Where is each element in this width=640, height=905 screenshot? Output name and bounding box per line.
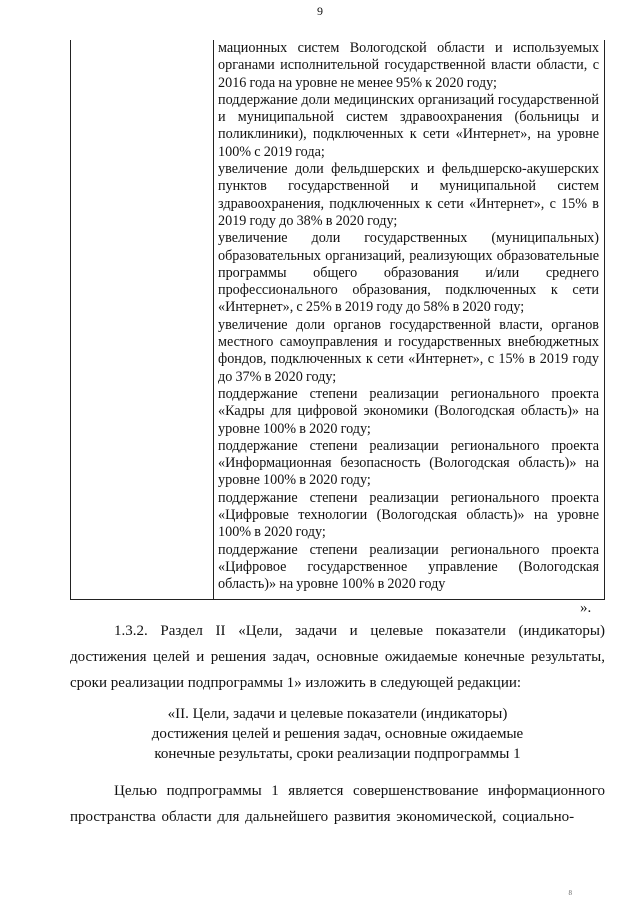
- table-cell-paragraph: мационных систем Вологодской области и используемых органами исполнительной государственной власти области, с 2016 года на уровне не менее 95% к 2020 году;: [218, 40, 599, 91]
- table-right-cell: [218, 40, 599, 594]
- table-cell-paragraph: поддержание степени реализации регионального проекта «Информационная безопасность (Вологодская область)» на уровне 100% в 2020 году;: [218, 437, 599, 489]
- table-cell-paragraph: увеличение доли органов государственной власти, органов местного самоуправления и государственных внебюджетных фондов, подключенных к сети «Интернет», с 15% в 2019 году до 37% в 2020 году;: [218, 316, 599, 385]
- table-column-divider: [213, 40, 214, 599]
- table-cell-paragraph: поддержание степени реализации регионального проекта «Цифровое государственное управление (Вологодская область)» на уровне 100% в 2020 году: [218, 541, 599, 593]
- table-cell-paragraph: увеличение доли государственных (муниципальных) образовательных организаций, реализующих образовательные программы общего образования и/или среднего профессионального образования, подключенных к сети «Интернет», с 25% в 2019 году до 58% в 2020 году;: [218, 230, 599, 316]
- section-heading-line: конечные результаты, сроки реализации подпрограммы 1: [154, 746, 521, 762]
- section-heading-line: достижения целей и решения задач, основные ожидаемые: [151, 726, 524, 742]
- section-heading: [70, 704, 605, 764]
- footer-mark: 8: [568, 889, 572, 897]
- table-cell-paragraph: поддержание степени реализации регионального проекта «Кадры для цифровой экономики (Вологодская область)» на уровне 100% в 2020 году;: [218, 385, 599, 437]
- table-cell-paragraph: увеличение доли фельдшерских и фельдшерско-акушерских пунктов государственной и муниципальной систем здравоохранения, подключенных к сети «Интернет», с 15% в 2019 году до 38% в 2020 году;: [218, 161, 599, 229]
- goal-paragraph: Целью подпрограммы 1 является совершенствование информационного пространства области для дальнейшего развития экономической, социально-: [70, 783, 605, 825]
- section-heading-line: «II. Цели, задачи и целевые показатели (индикаторы): [167, 706, 508, 722]
- table-cell-paragraph: поддержание доли медицинских организаций государственной и муниципальной систем здравоохранения (больницы и поликлиники), подключенных к сети «Интернет», на уровне 100% с 2019 года;: [218, 91, 599, 160]
- closing-quote: ».: [580, 600, 592, 616]
- indicators-table: [70, 40, 605, 600]
- table-cell-paragraph: поддержание степени реализации регионального проекта «Цифровые технологии (Вологодская область)» на уровне 100% в 2020 году;: [218, 489, 599, 541]
- page-number: 9: [317, 4, 323, 18]
- amendment-paragraph: 1.3.2. Раздел II «Цели, задачи и целевые показатели (индикаторы) достижения целей и решения задач, основные ожидаемые конечные результаты, сроки реализации подпрограммы 1» изложить в следующей редакции:: [70, 623, 605, 691]
